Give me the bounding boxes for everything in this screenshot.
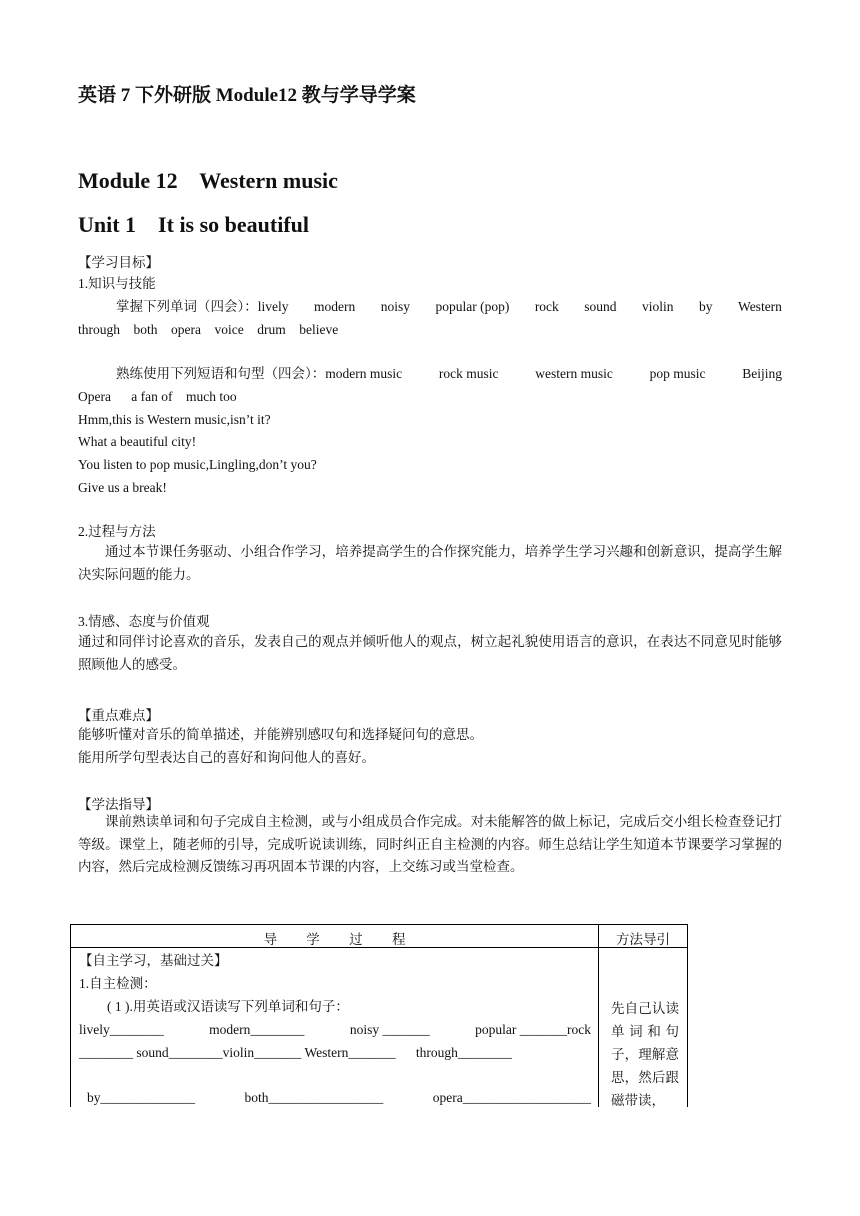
table-header-process: 导 学 过 程 — [263, 932, 406, 947]
sentence-pattern: Hmm,this is Western music,isn’t it? — [78, 412, 271, 427]
fill-blank-item: popular _______rock — [475, 1022, 591, 1037]
self-study-heading: 【自主学习，基础过关】 — [79, 953, 228, 968]
fill-blank-line-1 — [79, 1021, 591, 1039]
fill-blank-item: noisy _______ — [349, 1022, 430, 1037]
phrase-item: 熟练使用下列短语和句型（四会）：modern music — [116, 366, 403, 381]
fill-blank-item: lively________ — [79, 1022, 164, 1037]
sentence-pattern: What a beautiful city! — [78, 434, 197, 449]
vocabulary-line-1 — [116, 298, 782, 316]
fill-blank-item: both_________________ — [244, 1090, 384, 1105]
sentence-pattern: Give us a break! — [78, 480, 167, 495]
fill-blank-item: by______________ — [87, 1090, 195, 1105]
self-check-heading: 1.自主检测： — [79, 976, 157, 991]
method-guide-note: 先自己认读单词和句子，理解意思，然后跟磁带读， — [611, 1001, 679, 1108]
process-paragraph: 通过本节课任务驱动、小组合作学习，培养提高学生的合作探究能力，培养学生学习兴趣和创新意识，提高学生解决实际问题的能力。 — [78, 544, 782, 582]
vocab-word: sound — [584, 299, 617, 314]
vocab-word: Western — [738, 299, 782, 314]
phrase-item: western music — [535, 366, 613, 381]
vocab-word: violin — [642, 299, 674, 314]
method-heading: 【学法指导】 — [78, 797, 159, 812]
self-check-instruction: ( 1 ).用英语或汉语读写下列单词和句子： — [107, 999, 349, 1014]
sentence-pattern: You listen to pop music,Lingling,don’t you? — [78, 457, 317, 472]
unit-heading: Unit 1 It is so beautiful — [78, 212, 310, 237]
fill-blank-line-2: ________ sound________violin_______ Western_______ through________ — [79, 1045, 512, 1060]
attitude-heading: 3.情感、态度与价值观 — [78, 614, 210, 629]
vocab-word: rock — [534, 299, 559, 314]
guide-table — [70, 924, 688, 1107]
vocab-word: noisy — [380, 299, 410, 314]
key-point-line: 能够听懂对音乐的简单描述，并能辨别感叹句和选择疑问句的意思。 — [78, 727, 483, 742]
objectives-heading: 【学习目标】 — [78, 255, 159, 270]
phrase-item: Beijing — [742, 366, 782, 381]
key-points-heading: 【重点难点】 — [78, 708, 159, 723]
knowledge-heading: 1.知识与技能 — [78, 276, 156, 291]
module-heading: Module 12 Western music — [78, 168, 338, 193]
phrase-item: pop music — [649, 366, 706, 381]
fill-blank-item: opera___________________ — [432, 1090, 591, 1105]
vocab-word: by — [699, 299, 713, 314]
table-header-method: 方法导引 — [616, 932, 670, 947]
vocab-word: 掌握下列单词（四会）：lively — [116, 299, 289, 314]
method-paragraph: 课前熟读单词和句子完成自主检测，或与小组成员合作完成。对未能解答的做上标记，完成后交小组长检查登记打等级。课堂上，随老师的引导，完成听说读训练，同时纠正自主检测的内容。师生总结让学生知道本节课要学习掌握的内容，然后完成检测反馈练习再巩固本节课的内容，上交练习或当堂检查。 — [78, 814, 782, 874]
vocab-word: popular (pop) — [435, 299, 510, 314]
attitude-paragraph: 通过和同伴讨论喜欢的音乐，发表自己的观点并倾听他人的观点，树立起礼貌使用语言的意识，在表达不同意见时能够照顾他人的感受。 — [78, 634, 782, 672]
process-heading: 2.过程与方法 — [78, 524, 156, 539]
fill-blank-line-3 — [87, 1089, 591, 1107]
table-column-divider — [598, 925, 599, 1107]
key-point-line: 能用所学句型表达自己的喜好和询问他人的喜好。 — [78, 750, 375, 765]
phrase-item: rock music — [438, 366, 499, 381]
phrases-line-2: Opera a fan of much too — [78, 389, 237, 404]
vocabulary-line-2: through both opera voice drum believe — [78, 322, 339, 337]
fill-blank-item: modern________ — [209, 1022, 305, 1037]
vocab-word: modern — [313, 299, 356, 314]
document-title: 英语 7 下外研版 Module12 教与学导学案 — [78, 85, 416, 106]
phrases-line-1 — [116, 365, 782, 383]
